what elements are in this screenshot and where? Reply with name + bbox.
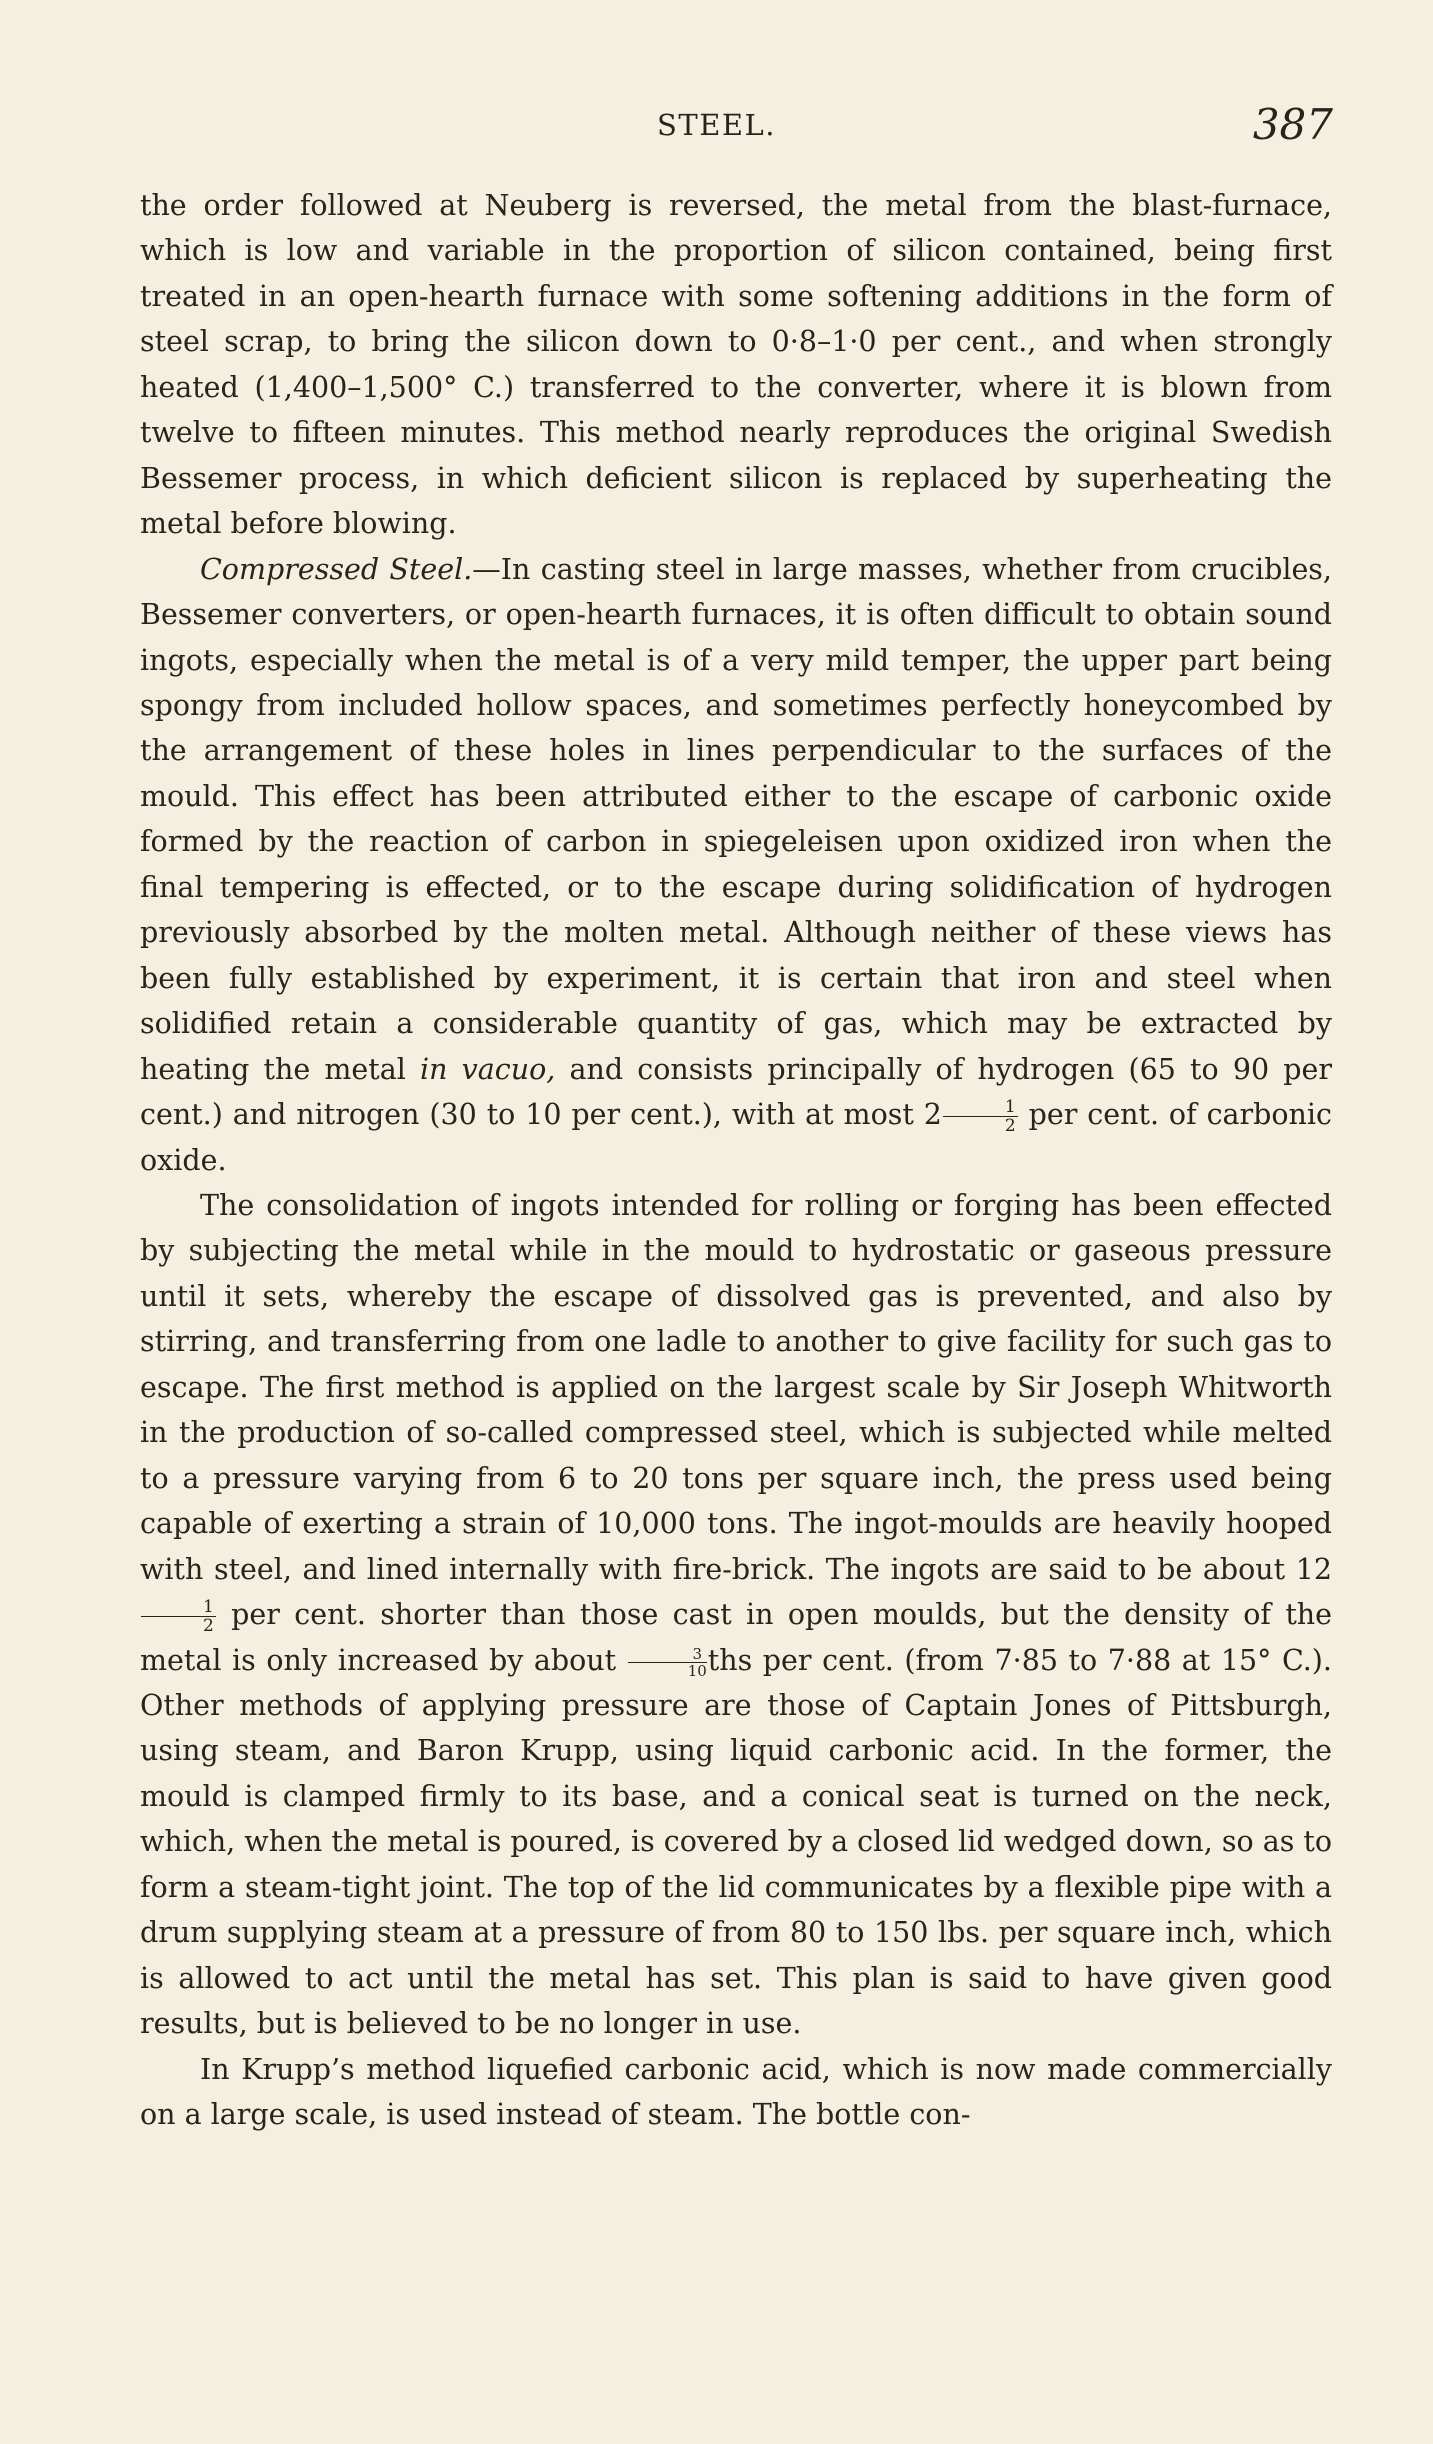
page-number: 387	[1252, 100, 1333, 149]
paragraph-text: In Krupp’s method liquefied carbonic acid, which is now made commercially on a large scale, is used instead of steam. The bottle con-	[140, 2052, 1332, 2132]
section-heading: Compressed Steel.	[200, 552, 473, 586]
running-title: STEEL.	[656, 108, 777, 142]
paragraph-krupp	[140, 2047, 1332, 2138]
fraction: $\frac{1}{2}$	[141, 1598, 216, 1635]
paragraph-1	[140, 183, 1332, 547]
paragraph-text: ths per cent. (from 7·85 to 7·88 at 15° C.). Other methods of applying pressure are those of Captain Jones of Pittsburgh, using steam, and Baron Krupp, using liquid carbonic acid. In the former, the mould is clamped firmly to its base, and a conical seat is turned on the neck, which, when the metal is poured, is covered by a closed lid wedged down, so as to form a steam-tight joint. The top of the lid communicates by a flexible pipe with a drum supplying steam at a pressure of from 80 to 150 lbs. per square inch, which is allowed to act until the metal has set. This plan is said to have given good results, but is believed to be no longer in use.	[140, 1643, 1333, 2041]
paragraph-text: The consolidation of ingots intended for rolling or forging has been effected by subjecting the metal while in the mould to hydrostatic or gaseous pressure until it sets, whereby the escape of dissolved gas is prevented, and also by stirring, and transferring from one ladle to another to give facility for such gas to escape. The first method is applied on the largest scale by Sir Joseph Whitworth in the production of so-called compressed steel, which is subjected while melted to a pressure varying from 6 to 20 tons per square inch, the press used being capable of exerting a strain of 10,000 tons. The ingot-moulds are heavily hooped with steel, and lined internally with fire-brick. The ingots are said to be about 12	[140, 1188, 1332, 1586]
paragraph-text: —In casting steel in large masses, whether from crucibles, Bessemer converters, or open-hearth furnaces, it is often difficult to obtain sound ingots, especially when the metal is of a very mild temper, the upper part being spongy from included hollow spaces, and sometimes perfectly honeycombed by the arrangement of these holes in lines perpendicular to the surfaces of the mould. This effect has been attributed either to the escape of carbonic oxide formed by the reaction of carbon in spiegeleisen upon oxidized iron when the final tempering is effected, or to the escape during solidification of hydrogen previously absorbed by the molten metal. Although neither of these views has been fully established by experiment, it is certain that iron and steel when solidified retain a considerable quantity of gas, which may be extracted by heating the metal	[140, 552, 1332, 1086]
paragraph-compressed-steel	[140, 547, 1332, 1183]
italic-phrase: in vacuo,	[420, 1052, 556, 1086]
paragraph-consolidation	[140, 1183, 1332, 2047]
paragraph-text: the order followed at Neuberg is reversed, the metal from the blast-furnace, which is low and variable in the proportion of silicon contained, being first treated in an open-hearth furnace with some softening additions in the form of steel scrap, to bring the silicon down to 0·8–1·0 per cent., and when strongly heated (1,400–1,500° C.) transferred to the converter, where it is blown from twelve to fifteen minutes. This method nearly reproduces the original Swedish Bessemer process, in which deficient silicon is replaced by superheating the metal before blowing.	[140, 189, 1332, 541]
paragraph-text: and consists principally of hydrogen (65 to 90 per cent.) and nitrogen (30 to 10 per cent.), with at most 2	[140, 1052, 1332, 1132]
body-text	[140, 183, 1332, 2137]
running-head	[0, 100, 1433, 160]
fraction: $\frac{3}{10}$	[628, 1646, 707, 1679]
paragraph-text: per cent. of carbonic oxide.	[140, 1098, 1332, 1177]
paragraph-text: per cent. shorter than those cast in open moulds, but the density of the metal is only increased by about	[140, 1598, 1332, 1677]
fraction: $\frac{1}{2}$	[943, 1098, 1018, 1135]
